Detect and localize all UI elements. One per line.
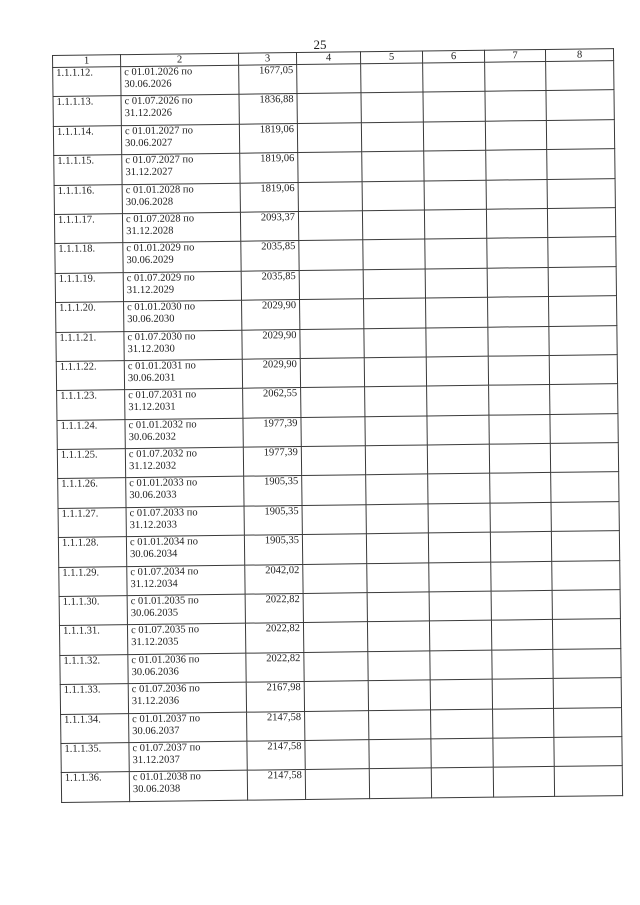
tariff-value-cell: 2093,37 [240, 211, 298, 241]
empty-cell-col-6 [431, 738, 493, 768]
page-number: 25 [313, 37, 327, 52]
empty-cell-col-7 [489, 414, 550, 444]
row-number-cell: 1.1.1.12. [53, 67, 121, 97]
tariff-value-cell: 1819,06 [240, 153, 298, 183]
empty-cell-col-5 [364, 298, 426, 328]
period-end-text: 30.06.2027 [125, 137, 173, 149]
tariff-value-cell: 2029,90 [242, 329, 300, 359]
empty-cell-col-4 [301, 416, 365, 446]
tariff-value-cell: 1677,05 [239, 65, 297, 95]
empty-cell-col-7 [491, 590, 552, 620]
period-end-text: 30.06.2035 [130, 607, 179, 620]
tariff-value-cell: 2062,55 [243, 388, 301, 418]
period-start-text: с 01.07.2032 по [128, 448, 197, 461]
period-cell [129, 771, 247, 802]
empty-cell-col-6 [429, 562, 491, 592]
column-header-2: 2 [121, 53, 239, 66]
period-cell [126, 506, 244, 537]
empty-cell-col-6 [423, 121, 485, 151]
column-header-3: 3 [238, 53, 296, 66]
period-start-text: с 01.07.2035 по [130, 624, 200, 637]
empty-cell-col-5 [369, 768, 431, 798]
period-end-text: 30.06.2030 [127, 313, 175, 326]
tariff-value-cell: 2022,82 [246, 652, 304, 682]
row-number-cell: 1.1.1.24. [57, 419, 125, 449]
period-end-text: 31.12.2033 [129, 519, 178, 531]
tariff-value-cell: 2167,98 [246, 682, 304, 712]
row-number-cell: 1.1.1.19. [55, 272, 123, 302]
empty-cell-col-5 [364, 357, 426, 387]
tariff-value-cell: 1819,06 [239, 123, 297, 153]
empty-cell-col-6 [425, 297, 487, 327]
row-number-cell: 1.1.1.26. [58, 478, 126, 508]
period-start-text: с 01.07.2026 по [124, 95, 193, 108]
period-start-text: с 01.01.2026 по [124, 66, 193, 79]
period-start-text: с 01.01.2037 по [132, 712, 201, 725]
period-end-text: 30.06.2036 [131, 666, 179, 678]
period-cell [126, 477, 244, 508]
row-number-cell: 1.1.1.30. [59, 596, 127, 626]
empty-cell-col-4 [298, 181, 362, 211]
empty-cell-col-7 [487, 297, 548, 327]
empty-cell-col-6 [425, 268, 487, 298]
row-number-cell: 1.1.1.15. [54, 155, 122, 185]
empty-cell-col-4 [302, 534, 366, 564]
tariff-value-cell: 1905,35 [244, 535, 302, 565]
tariff-value-cell: 1977,39 [243, 417, 301, 447]
empty-cell-col-6 [428, 503, 490, 533]
empty-cell-col-5 [365, 386, 427, 416]
empty-cell-col-5 [366, 533, 428, 563]
empty-cell-col-7 [491, 561, 552, 591]
row-number-cell: 1.1.1.14. [53, 125, 121, 155]
empty-cell-col-4 [300, 358, 364, 388]
empty-cell-col-4 [305, 710, 369, 740]
period-end-text: 31.12.2027 [125, 166, 173, 179]
tariff-value-cell: 1819,06 [240, 182, 298, 212]
row-number-cell: 1.1.1.22. [56, 361, 124, 391]
period-end-text: 31.12.2028 [126, 225, 174, 238]
empty-cell-col-5 [365, 416, 427, 446]
empty-cell-col-5 [367, 592, 429, 622]
empty-cell-col-4 [305, 740, 369, 770]
empty-cell-col-4 [302, 475, 366, 505]
empty-cell-col-4 [301, 446, 365, 476]
empty-cell-col-6 [428, 532, 490, 562]
period-end-text: 31.12.2029 [126, 284, 175, 296]
empty-cell-col-5 [365, 445, 427, 475]
empty-cell-col-7 [485, 91, 546, 121]
period-cell [124, 300, 242, 331]
tariff-value-cell: 2022,82 [245, 594, 303, 624]
empty-cell-col-7 [492, 679, 553, 709]
period-cell [127, 594, 245, 625]
empty-cell-col-5 [367, 563, 429, 593]
empty-cell-col-6 [430, 679, 492, 709]
empty-cell-col-7 [488, 355, 549, 385]
row-number-cell: 1.1.1.21. [56, 331, 124, 361]
tariff-value-cell: 2029,90 [242, 358, 300, 388]
empty-cell-col-7 [488, 326, 549, 356]
empty-cell-col-8 [547, 208, 615, 238]
period-start-text: с 01.01.2028 по [125, 183, 194, 196]
column-header-5: 5 [360, 51, 422, 64]
period-end-text: 31.12.2030 [127, 343, 175, 355]
period-cell [123, 242, 241, 273]
period-end-text: 31.12.2035 [131, 636, 179, 649]
empty-cell-col-6 [429, 621, 491, 651]
tariff-value-cell: 2147,58 [247, 711, 305, 741]
empty-cell-col-4 [302, 505, 366, 535]
empty-cell-col-4 [299, 240, 363, 270]
period-cell [124, 330, 242, 361]
empty-cell-col-8 [546, 119, 614, 149]
empty-cell-col-5 [366, 504, 428, 534]
empty-cell-col-6 [431, 709, 493, 739]
period-end-text: 30.06.2029 [126, 254, 174, 267]
tariff-table [52, 48, 623, 803]
empty-cell-col-8 [550, 413, 618, 443]
empty-cell-col-6 [430, 650, 492, 680]
empty-cell-col-6 [427, 415, 489, 445]
empty-cell-col-5 [369, 739, 431, 769]
period-start-text: с 01.01.2038 по [132, 771, 201, 784]
row-number-cell: 1.1.1.34. [61, 713, 129, 743]
row-number-cell: 1.1.1.32. [60, 654, 128, 684]
empty-cell-col-5 [369, 710, 431, 740]
empty-cell-col-8 [550, 384, 618, 414]
tariff-value-cell: 2147,58 [247, 740, 305, 770]
empty-cell-col-5 [362, 181, 424, 211]
period-end-text: 30.06.2034 [130, 548, 178, 561]
row-number-cell: 1.1.1.23. [57, 390, 125, 420]
period-cell [121, 124, 239, 155]
empty-cell-col-5 [364, 327, 426, 357]
row-number-cell: 1.1.1.33. [60, 684, 128, 714]
tariff-value-cell: 2022,82 [245, 623, 303, 653]
period-end-text: 30.06.2037 [132, 725, 180, 737]
period-start-text: с 01.07.2037 по [132, 742, 201, 755]
empty-cell-col-4 [297, 123, 361, 153]
empty-cell-col-8 [554, 737, 622, 767]
empty-cell-col-6 [427, 385, 489, 415]
period-cell [129, 712, 247, 743]
period-start-text: с 01.01.2034 по [129, 536, 199, 549]
empty-cell-col-5 [361, 122, 423, 152]
empty-cell-col-8 [546, 61, 614, 91]
period-end-text: 31.12.2032 [128, 460, 177, 473]
row-number-cell: 1.1.1.31. [59, 625, 127, 655]
empty-cell-col-8 [554, 766, 622, 796]
tariff-value-cell: 2147,58 [247, 770, 305, 800]
empty-cell-col-8 [547, 178, 615, 208]
period-cell [127, 624, 245, 655]
row-number-cell: 1.1.1.20. [56, 302, 124, 332]
period-cell [122, 153, 240, 184]
empty-cell-col-7 [490, 502, 551, 532]
empty-cell-col-8 [553, 678, 621, 708]
column-header-7: 7 [484, 49, 545, 62]
empty-cell-col-8 [550, 443, 618, 473]
empty-cell-col-5 [368, 680, 430, 710]
empty-cell-col-4 [303, 593, 367, 623]
period-end-text: 30.06.2031 [127, 372, 176, 385]
row-number-cell: 1.1.1.13. [53, 96, 121, 126]
period-cell [128, 653, 246, 684]
empty-cell-col-7 [491, 620, 552, 650]
tariff-value-cell: 2035,85 [241, 241, 299, 271]
period-start-text: с 01.01.2027 по [124, 125, 194, 137]
empty-cell-col-7 [490, 473, 551, 503]
empty-cell-col-6 [428, 474, 490, 504]
period-cell [127, 565, 245, 596]
period-end-text: 31.12.2036 [131, 695, 180, 708]
empty-cell-col-6 [429, 591, 491, 621]
period-start-text: с 01.07.2028 по [125, 213, 195, 226]
empty-cell-col-5 [367, 621, 429, 651]
empty-cell-col-5 [361, 92, 423, 122]
empty-cell-col-6 [424, 209, 486, 239]
period-cell [125, 418, 243, 449]
empty-cell-col-7 [489, 444, 550, 474]
period-end-text: 31.12.2037 [132, 754, 180, 767]
empty-cell-col-4 [303, 563, 367, 593]
empty-cell-col-7 [486, 208, 547, 238]
period-start-text: с 01.01.2035 по [130, 595, 199, 608]
empty-cell-col-6 [424, 180, 486, 210]
empty-cell-col-7 [486, 150, 547, 180]
empty-cell-col-8 [546, 90, 614, 120]
period-end-text: 30.06.2032 [128, 431, 176, 443]
empty-cell-col-5 [361, 63, 423, 93]
empty-cell-col-5 [368, 651, 430, 681]
empty-cell-col-7 [487, 238, 548, 268]
empty-cell-col-8 [552, 619, 620, 649]
row-number-cell: 1.1.1.16. [54, 184, 122, 214]
empty-cell-col-7 [486, 179, 547, 209]
empty-cell-col-6 [423, 62, 485, 92]
period-start-text: с 01.07.2027 по [125, 154, 194, 167]
empty-cell-col-5 [362, 151, 424, 181]
tariff-value-cell: 1905,35 [244, 476, 302, 506]
empty-cell-col-5 [363, 269, 425, 299]
table-body [53, 61, 623, 803]
empty-cell-col-6 [426, 356, 488, 386]
empty-cell-col-6 [426, 327, 488, 357]
empty-cell-col-6 [427, 444, 489, 474]
empty-cell-col-8 [548, 266, 616, 296]
empty-cell-col-8 [551, 531, 619, 561]
period-cell [126, 535, 244, 566]
empty-cell-col-4 [305, 769, 369, 799]
row-number-cell: 1.1.1.35. [61, 743, 129, 773]
empty-cell-col-7 [493, 708, 554, 738]
empty-cell-col-4 [298, 152, 362, 182]
row-number-cell: 1.1.1.36. [61, 772, 129, 802]
empty-cell-col-7 [493, 737, 554, 767]
empty-cell-col-4 [300, 328, 364, 358]
empty-cell-col-8 [551, 472, 619, 502]
row-number-cell: 1.1.1.18. [55, 243, 123, 273]
row-number-cell: 1.1.1.29. [59, 566, 127, 596]
period-cell [125, 447, 243, 478]
empty-cell-col-4 [303, 622, 367, 652]
period-end-text: 30.06.2026 [124, 78, 172, 91]
tariff-value-cell: 2042,02 [245, 564, 303, 594]
empty-cell-col-5 [362, 210, 424, 240]
period-cell [125, 388, 243, 419]
empty-cell-col-8 [552, 590, 620, 620]
empty-cell-col-4 [300, 299, 364, 329]
table-row [61, 766, 622, 802]
tariff-value-cell: 2029,90 [242, 300, 300, 330]
period-cell [124, 359, 242, 390]
period-cell [122, 183, 240, 214]
empty-cell-col-8 [548, 237, 616, 267]
empty-cell-col-5 [363, 239, 425, 269]
tariff-value-cell: 1836,88 [239, 94, 297, 124]
column-header-8: 8 [545, 49, 613, 62]
empty-cell-col-6 [424, 150, 486, 180]
empty-cell-col-7 [489, 385, 550, 415]
period-end-text: 31.12.2034 [130, 578, 178, 590]
column-header-1: 1 [53, 55, 121, 68]
empty-cell-col-8 [552, 560, 620, 590]
empty-cell-col-6 [425, 239, 487, 269]
period-start-text: с 01.01.2030 по [127, 301, 196, 314]
empty-cell-col-8 [548, 296, 616, 326]
period-end-text: 31.12.2031 [128, 401, 176, 414]
empty-cell-col-7 [485, 61, 546, 91]
empty-cell-col-7 [487, 267, 548, 297]
empty-cell-col-4 [297, 93, 361, 123]
empty-cell-col-4 [299, 269, 363, 299]
empty-cell-col-8 [553, 648, 621, 678]
period-start-text: с 01.01.2036 по [131, 654, 200, 666]
period-start-text: с 01.01.2033 по [129, 477, 198, 490]
period-start-text: с 01.07.2034 по [130, 565, 199, 578]
empty-cell-col-6 [431, 768, 493, 798]
empty-cell-col-6 [423, 92, 485, 122]
empty-cell-col-8 [549, 355, 617, 385]
period-cell [128, 682, 246, 713]
period-cell [121, 65, 239, 96]
row-number-cell: 1.1.1.28. [58, 537, 126, 567]
empty-cell-col-8 [549, 325, 617, 355]
period-start-text: с 01.07.2033 по [129, 507, 198, 519]
empty-cell-col-8 [547, 149, 615, 179]
empty-cell-col-4 [304, 651, 368, 681]
empty-cell-col-7 [492, 649, 553, 679]
period-start-text: с 01.01.2029 по [126, 242, 195, 255]
column-header-6: 6 [422, 50, 484, 63]
empty-cell-col-4 [297, 64, 361, 94]
period-cell [121, 95, 239, 126]
tariff-value-cell: 1905,35 [244, 505, 302, 535]
empty-cell-col-7 [493, 767, 554, 797]
period-end-text: 30.06.2038 [132, 783, 181, 796]
row-number-cell: 1.1.1.25. [57, 449, 125, 479]
period-start-text: с 01.07.2031 по [128, 389, 197, 402]
period-cell [129, 741, 247, 772]
empty-cell-col-4 [301, 387, 365, 417]
empty-cell-col-5 [366, 474, 428, 504]
period-end-text: 30.06.2028 [125, 196, 174, 208]
period-start-text: с 01.01.2032 по [128, 418, 197, 431]
period-end-text: 31.12.2026 [124, 107, 173, 120]
row-number-cell: 1.1.1.27. [58, 507, 126, 537]
empty-cell-col-8 [551, 501, 619, 531]
empty-cell-col-4 [304, 681, 368, 711]
period-cell [123, 271, 241, 302]
tariff-value-cell: 1977,39 [243, 447, 301, 477]
empty-cell-col-7 [485, 120, 546, 150]
period-start-text: с 01.07.2029 по [126, 272, 195, 284]
empty-cell-col-7 [490, 532, 551, 562]
period-end-text: 30.06.2033 [129, 489, 177, 502]
column-header-4: 4 [296, 52, 360, 65]
empty-cell-col-8 [554, 707, 622, 737]
period-start-text: с 01.07.2036 по [131, 683, 200, 696]
empty-cell-col-4 [298, 211, 362, 241]
tariff-value-cell: 2035,85 [241, 270, 299, 300]
row-number-cell: 1.1.1.17. [54, 214, 122, 244]
period-cell [122, 212, 240, 243]
period-start-text: с 01.01.2031 по [127, 360, 196, 373]
period-start-text: с 01.07.2030 по [127, 330, 196, 343]
